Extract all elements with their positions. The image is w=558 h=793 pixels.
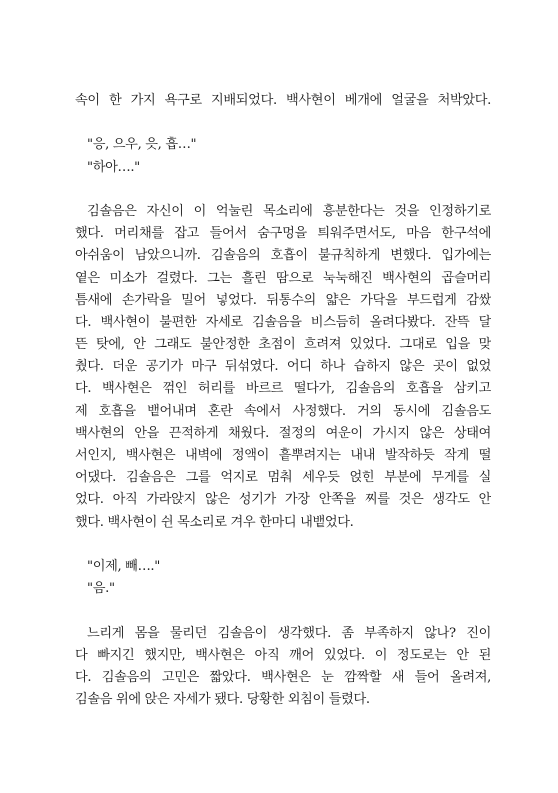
paragraph-spacer: [75, 534, 491, 556]
paragraph-line: 했다. 머리채를 잡고 들어서 숨구멍을 틔워주면서도, 마음 한구석에: [75, 226, 491, 242]
paragraph-line: 었다. 아직 가라앉지 않은 성기가 가장 안쪽을 찌를 것은 생각도 안: [75, 492, 491, 508]
paragraph-spacer: [75, 112, 491, 134]
paragraph-spacer: [75, 600, 491, 622]
paragraph-line: 제 호흡을 뱉어내며 혼란 속에서 사정했다. 거의 동시에 김솔음도: [75, 403, 491, 419]
document-page: [75, 90, 491, 711]
dialogue-line: "이제, 빼….": [87, 558, 160, 574]
paragraph-line: 다. 김솔음의 고민은 짧았다. 백사현은 눈 깜짝할 새 들어 올려져,: [75, 669, 491, 685]
paragraph-line: 김솔음 위에 앉은 자세가 됐다. 당황한 외침이 들렸다.: [75, 692, 370, 708]
paragraph-line: 틈새에 손가락을 밀어 넣었다. 뒤통수의 얇은 가닥을 부드럽게 감쌌: [75, 292, 491, 308]
paragraph-line: 속이 한 가지 욕구로 지배되었다. 백사현이 베개에 얼굴을 처박았다.: [75, 93, 491, 108]
paragraph-line: 아쉬움이 남았으니까. 김솔음의 호흡이 불규칙하게 변했다. 입가에는: [75, 248, 491, 264]
paragraph-line: 백사현의 안을 끈적하게 채웠다. 절정의 여운이 가시지 않은 상태여: [75, 425, 491, 441]
paragraph-line: 다. 백사현이 불편한 자세로 김솔음을 비스듬히 올려다봤다. 잔뜩 달: [75, 314, 491, 330]
dialogue-line: "음.": [87, 581, 115, 597]
paragraph-line: 했다. 백사현이 쉰 목소리로 겨우 한마디 내뱉었다.: [75, 514, 354, 530]
paragraph-line: 다 빠지긴 했지만, 백사현은 아직 깨어 있었다. 이 정도로는 안 된: [75, 647, 491, 663]
paragraph-line: 뜬 탓에, 안 그래도 불안정한 초점이 흐려져 있었다. 그대로 입을 맞: [75, 337, 491, 353]
paragraph-line: 서인지, 백사현은 내벽에 정액이 흩뿌려지는 내내 발작하듯 작게 떨: [75, 448, 491, 463]
paragraph-line: 김솔음은 자신이 이 억눌린 목소리에 흥분한다는 것을 인정하기로: [87, 203, 491, 219]
paragraph-line: 다. 백사현은 꺾인 허리를 바르르 떨다가, 김솔음의 호흡을 삼키고: [75, 381, 491, 397]
paragraph-line: 옅은 미소가 걸렸다. 그는 흘린 땀으로 눅눅해진 백사현의 곱슬머리: [75, 270, 491, 286]
paragraph-line: 췄다. 더운 공기가 마구 뒤섞였다. 어디 하나 습하지 않은 곳이 없었: [75, 359, 491, 375]
dialogue-line: "하아….": [87, 159, 140, 175]
paragraph-line: 어댔다. 김솔음은 그를 억지로 멈춰 세우듯 얹힌 부분에 무게를 실: [75, 470, 491, 486]
paragraph-spacer: [75, 179, 491, 201]
paragraph-line: 느리게 몸을 물리던 김솔음이 생각했다. 좀 부족하지 않나? 진이: [87, 625, 491, 641]
dialogue-line: "응, 으우, 읏, 흡…": [87, 137, 197, 153]
